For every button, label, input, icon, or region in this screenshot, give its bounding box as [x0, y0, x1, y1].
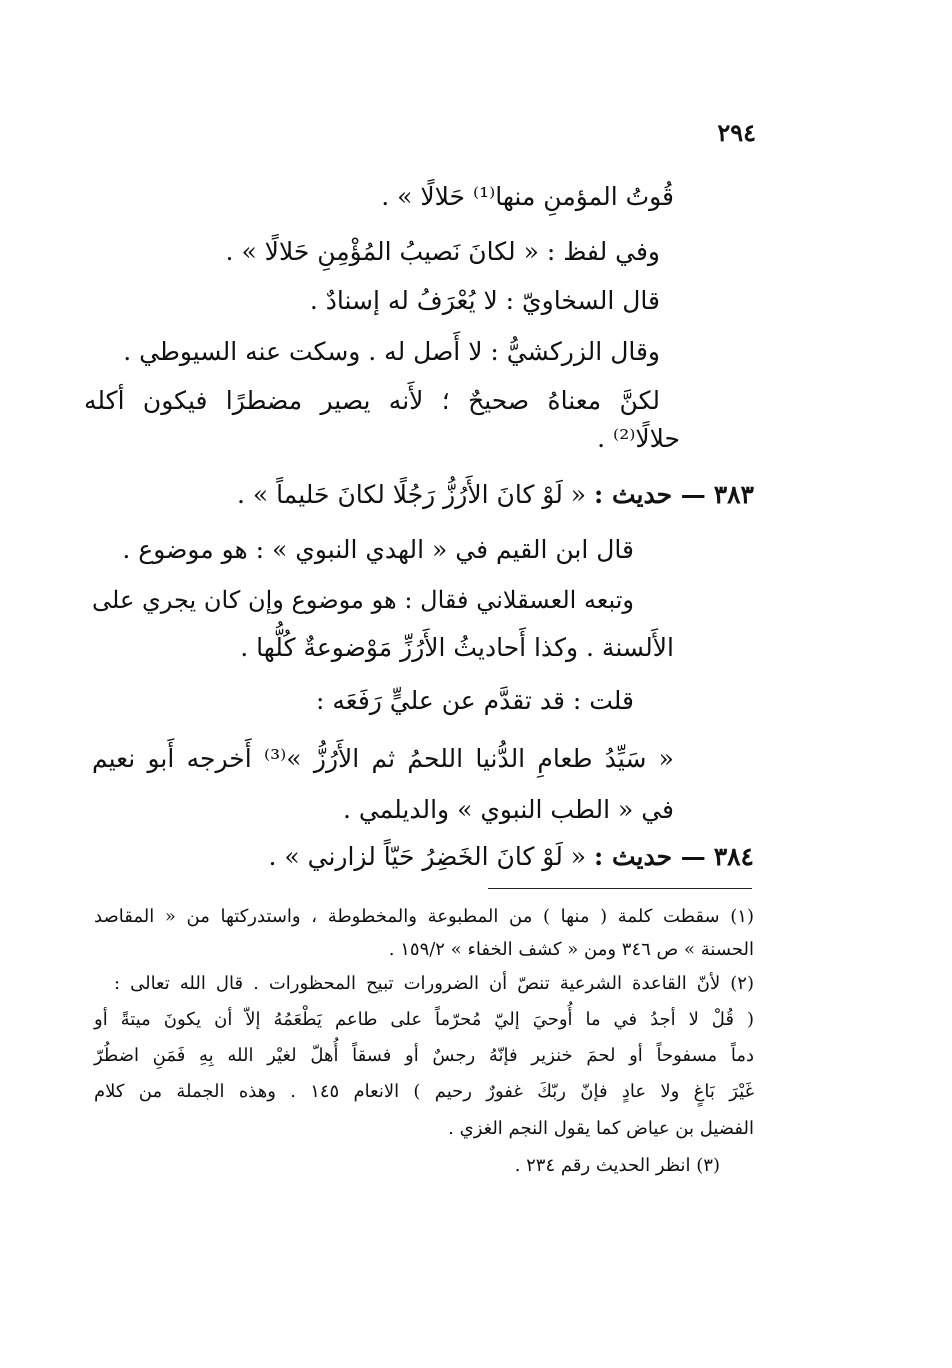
body-line: قلت : قد تقدَّم عن عليٍّ رَفَعَه : [316, 686, 634, 715]
hadith-label: — حديث : [594, 480, 706, 509]
hadith-number: ٣٨٣ [713, 480, 754, 509]
footnote-line: دماً مسفوحاً أو لحمَ خنزير فإنّهُ رجسٌ أو فسقاً أُهلّ لغيْر الله بِهِ فَمَنِ اضطُرّ [94, 1045, 754, 1066]
body-line: قال السخاويّ : لا يُعْرَفُ له إسنادٌ . [309, 286, 660, 315]
hadith-label: — حديث : [594, 842, 706, 871]
body-line: الأَلسنة . وكذا أَحاديثُ الأَرُزِّ مَوْضوعةٌ كُلُّها . [240, 633, 674, 662]
footnote-divider [488, 888, 752, 889]
body-line: قال ابن القيم في « الهدي النبوي » : هو موضوع . [122, 535, 634, 564]
footnote-line: الفضيل بن عياض كما يقول النجم الغزي . [448, 1118, 754, 1139]
footnote-line: (٣) انظر الحديث رقم ٢٣٤ . [514, 1155, 720, 1176]
hadith-384-heading [268, 840, 754, 874]
hadith-text: « لَوْ كانَ الأَرُزُّ رَجُلًا لكانَ حَليماً » . [237, 480, 587, 509]
footnote-line: الحسنة » ص ٣٤٦ ومن « كشف الخفاء » ١٥٩/٢ . [388, 939, 754, 960]
footnote-line: (٢) لأنّ القاعدة الشرعية تنصّ أن الضرورات تبيح المحظورات . قال الله تعالى : [114, 973, 754, 994]
body-line: وفي لفظ : « لكانَ نَصيبُ المُؤْمِنِ حَلالًا » . [225, 237, 660, 266]
body-line: في « الطب النبوي » والديلمي . [342, 795, 674, 824]
body-line: قُوتُ المؤمنِ منها⁽¹⁾ حَلالًا » . [381, 182, 674, 211]
body-line: لكنَّ معناهُ صحيحٌ ؛ لأَنه يصير مضطرًا فيكون أكله [84, 386, 660, 415]
hadith-383-heading [237, 478, 754, 512]
hadith-number: ٣٨٤ [713, 842, 754, 871]
page-number: ٢٩٤ [717, 118, 756, 147]
body-line: وقال الزركشيُّ : لا أَصل له . وسكت عنه السيوطي . [123, 337, 660, 366]
hadith-text: « لَوْ كانَ الخَضِرُ حَيّاً لزارني » . [268, 842, 587, 871]
body-line: وتبعه العسقلاني فقال : هو موضوع وإن كان يجري على [92, 586, 634, 614]
body-line: « سَيِّدُ طعامِ الدُّنيا اللحمُ ثم الأَرُزُّ »⁽³⁾ أَخرجه أَبو نعيم [92, 744, 674, 773]
footnote-line: (١) سقطت كلمة ( منها ) من المطبوعة والمخطوطة ، واستدركتها من « المقاصد [94, 906, 754, 927]
footnote-line: ( قُلْ لا أجدُ في ما أُوحيَ إليّ مُحرّماً على طاعم يَطْعَمُهُ إلاّ أن يكونَ ميتةً أو [94, 1009, 754, 1030]
body-line: حلالًا⁽²⁾ . [597, 424, 680, 453]
footnote-line: غَيْرَ بَاغٍ ولا عادٍ فإنّ ربّكَ غفورٌ رحيم ) الانعام ١٤٥ . وهذه الجملة من كلام [94, 1081, 754, 1102]
